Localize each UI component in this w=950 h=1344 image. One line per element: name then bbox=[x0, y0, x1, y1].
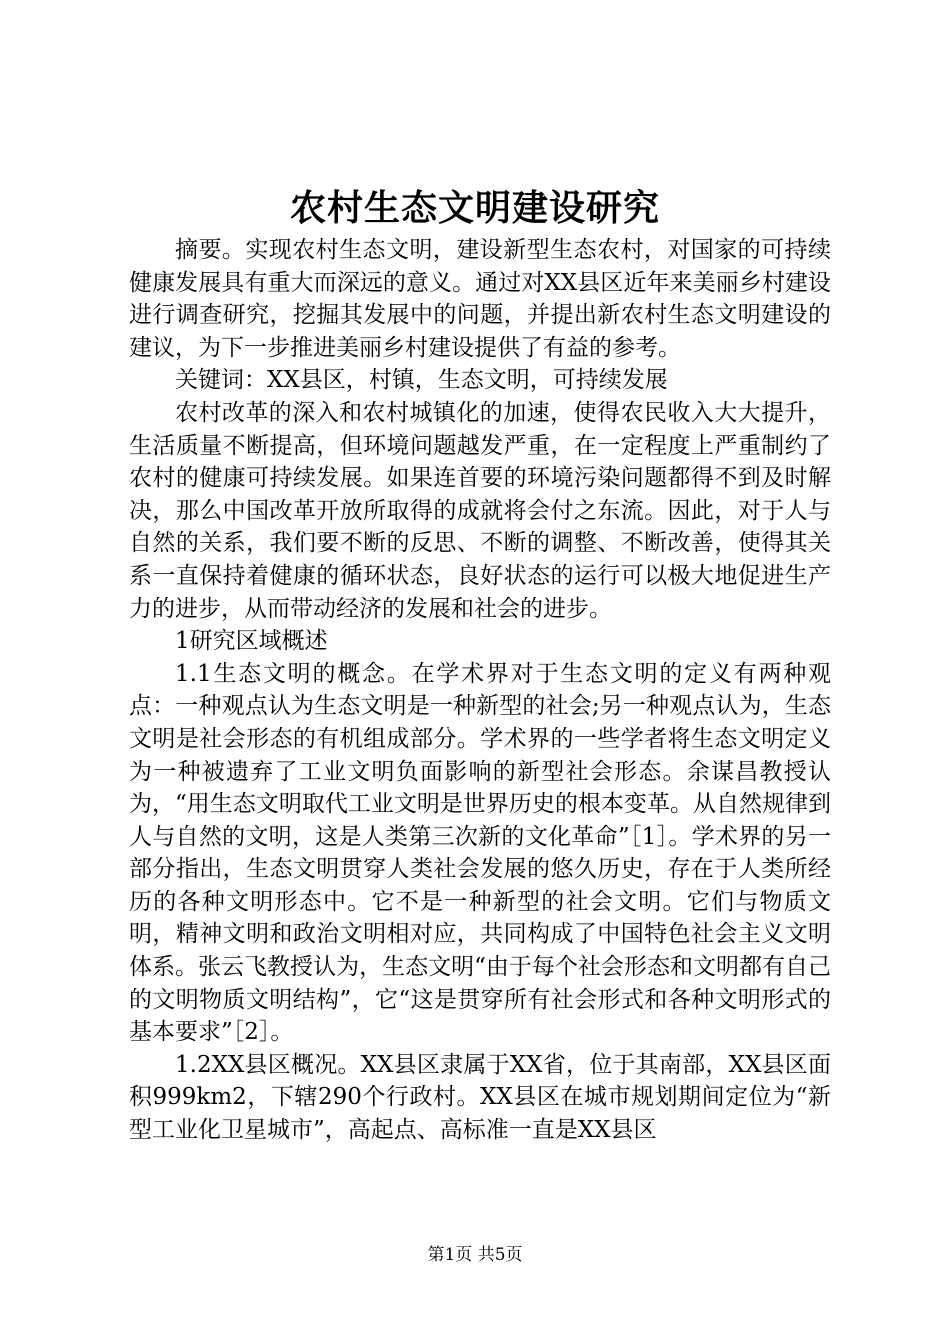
concept-paragraph: 1.1生态文明的概念。在学术界对于生态文明的定义有两种观点：一种观点认为生态文明是一种新型的社会;另一种观点认为，生态文明是社会形态的有机组成部分。学术界的一些学者将生态文明定义为一种被遗弃了工业文明负面影响的新型社会形态。余谋昌教授认为，“用生态文明取代工业文明是世界历史的根本变革。从自然规律到人与自然的文明，这是人类第三次新的文化革命”［1］。学术界的另一部分指出，生态文明贯穿人类社会发展的悠久历史，存在于人类所经历的各种文明形态中。它不是一种新型的社会文明。它们与物质文明，精神文明和政治文明相对应，共同构成了中国特色社会主义文明体系。张云飞教授认为，生态文明“由于每个社会形态和文明都有自己的文明物质文明结构”，它“这是贯穿所有社会形式和各种文明形式的基本要求”［2］。 bbox=[129, 660, 831, 1046]
overview-paragraph: 1.2XX县区概况。XX县区隶属于XX省，位于其南部，XX县区面积999km2，下辖290个行政村。XX县区在城市规划期间定位为“新型工业化卫星城市”，高起点、高标准一直是XX县区 bbox=[129, 1051, 831, 1144]
abstract-paragraph: 摘要。实现农村生态文明，建设新型生态农村，对国家的可持续健康发展具有重大而深远的意义。通过对XX县区近年来美丽乡村建设进行调查研究，挖掘其发展中的问题，并提出新农村生态文明建设的建议，为下一步推进美丽乡村建设提供了有益的参考。 bbox=[129, 237, 831, 361]
intro-paragraph: 农村改革的深入和农村城镇化的加速，使得农民收入大大提升，生活质量不断提高，但环境问题越发严重，在一定程度上严重制约了农村的健康可持续发展。如果连首要的环境污染问题都得不到及时解决，那么中国改革开放所取得的成就将会付之东流。因此，对于人与自然的关系，我们要不断的反思、不断的调整、不断改善，使得其关系一直保持着健康的循环状态，良好状态的运行可以极大地促进生产力的进步，从而带动经济的发展和社会的进步。 bbox=[129, 399, 831, 622]
document-title: 农村生态文明建设研究 bbox=[289, 187, 660, 229]
page-footer: 第1页 共5页 bbox=[427, 1245, 523, 1265]
keywords-paragraph: 关键词：XX县区，村镇，生态文明，可持续发展 bbox=[175, 367, 668, 394]
section-heading: 1研究区域概述 bbox=[175, 628, 328, 655]
document-body bbox=[129, 234, 831, 1147]
